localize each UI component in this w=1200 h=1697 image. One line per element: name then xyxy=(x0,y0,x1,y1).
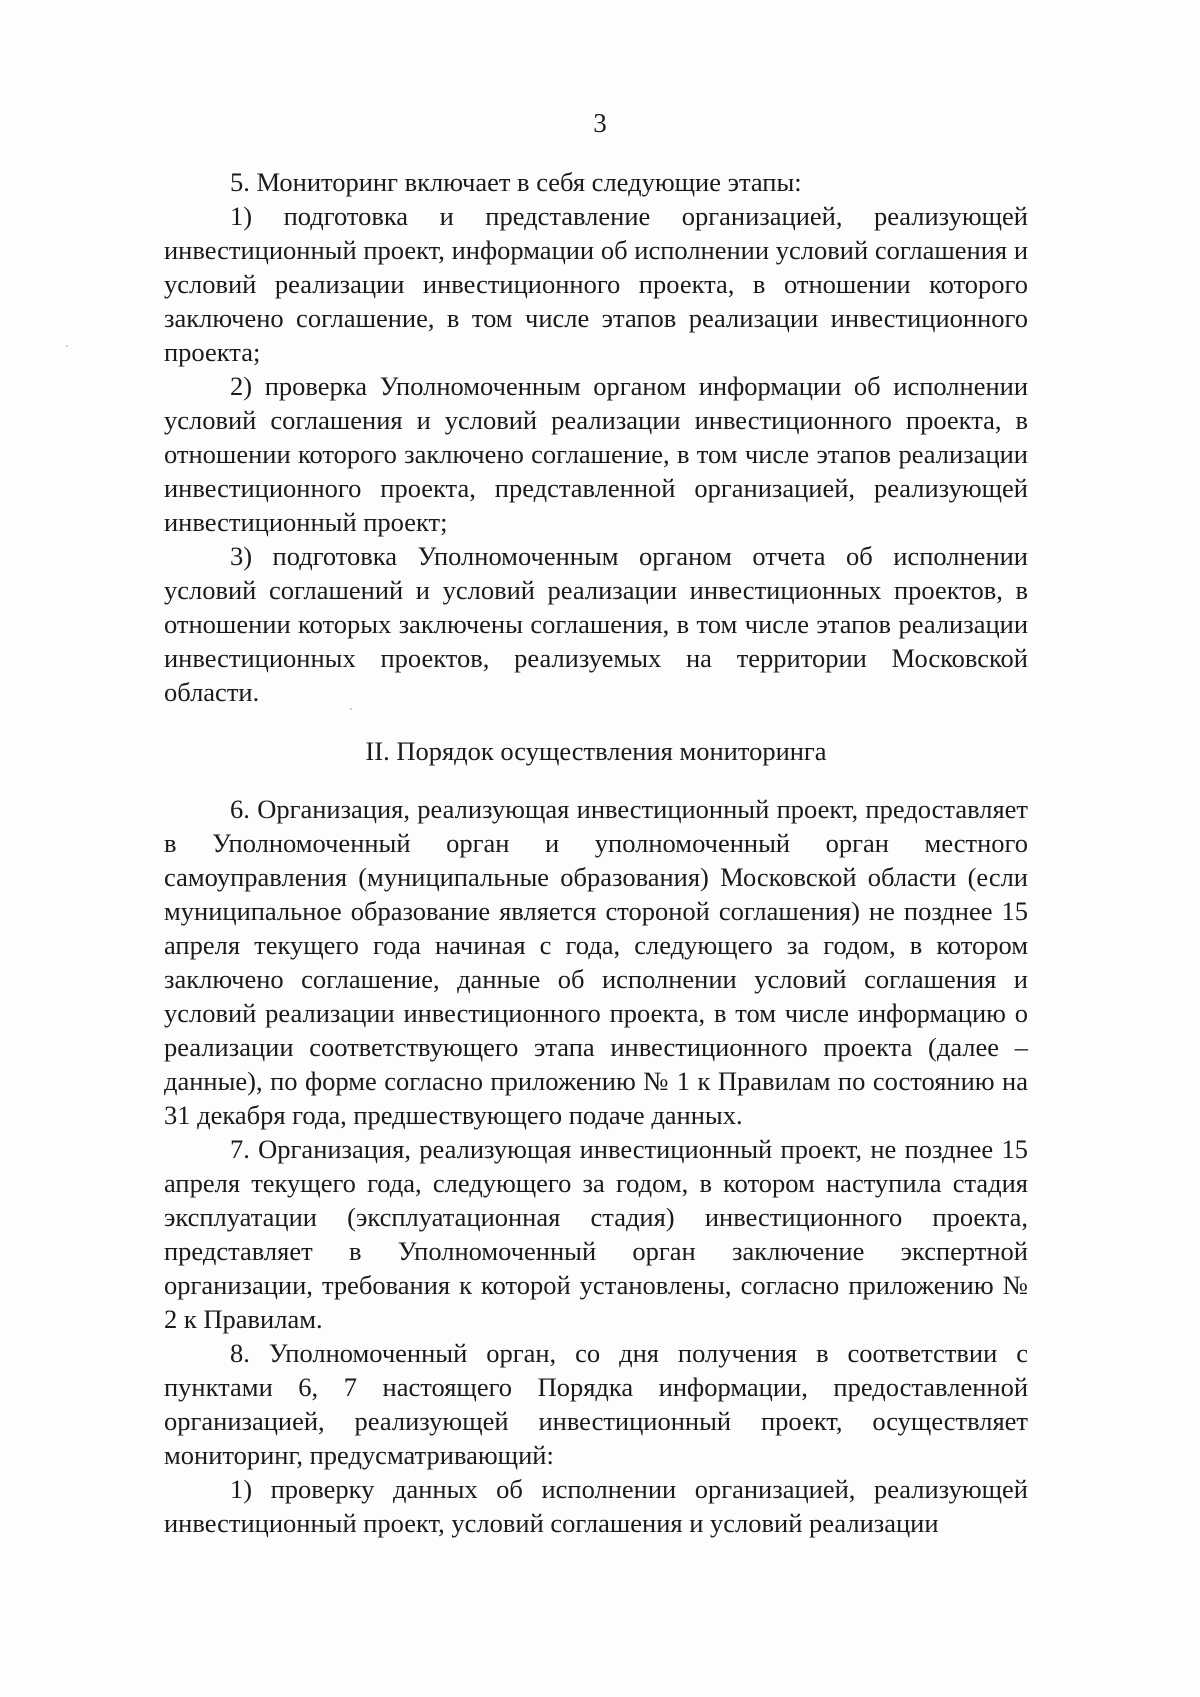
paragraph-5-item-1: 1) подготовка и представление организацией, реализующей инвестиционный проект, информации об исполнении условий соглашения и условий реализации инвестиционного проекта, в отношении которого заключено соглашение, в том числе этапов реализации инвестиционного проекта; xyxy=(164,201,1028,367)
paragraph-5-item-3: 3) подготовка Уполномоченным органом отчета об исполнении условий соглашений и условий реализации инвестиционных проектов, в отношении которых заключены соглашения, в том числе этапов реализации инвестиционных проектов, реализуемых на территории Московской области. xyxy=(164,541,1028,707)
document-body xyxy=(164,165,1028,1540)
paragraph-6: 6. Организация, реализующая инвестиционный проект, предоставляет в Уполномоченный орган и уполномоченный орган местного самоуправления (муниципальные образования) Московской области (если муниципальное образование является стороной соглашения) не позднее 15 апреля текущего года начиная с года, следующего за годом, в котором заключено соглашение, данные об исполнении условий соглашения и условий реализации инвестиционного проекта, в том числе информацию о реализации соответствующего этапа инвестиционного проекта (далее – данные), по форме согласно приложению № 1 к Правилам по состоянию на 31 декабря года, предшествующего подаче данных. xyxy=(164,794,1028,1130)
page-number: 3 xyxy=(593,108,607,138)
paragraph-8-item-1: 1) проверку данных об исполнении организацией, реализующей инвестиционный проект, условий соглашения и условий реализации xyxy=(164,1474,1028,1538)
scan-artifact-mark xyxy=(66,345,68,347)
paragraph-5: 5. Мониторинг включает в себя следующие этапы: xyxy=(230,167,802,197)
paragraph-8: 8. Уполномоченный орган, со дня получения в соответствии с пунктами 6, 7 настоящего Порядка информации, предоставленной организацией, реализующей инвестиционный проект, осуществляет мониторинг, предусматривающий: xyxy=(164,1338,1028,1470)
paragraph-5-item-2: 2) проверка Уполномоченным органом информации об исполнении условий соглашения и условий реализации инвестиционного проекта, в отношении которого заключено соглашение, в том числе этапов реализации инвестиционного проекта, представленной организацией, реализующей инвестиционный проект; xyxy=(164,371,1028,537)
paragraph-7: 7. Организация, реализующая инвестиционный проект, не позднее 15 апреля текущего года, следующего за годом, в котором наступила стадия эксплуатации (эксплуатационная стадия) инвестиционного проекта, представляет в Уполномоченный орган заключение экспертной организации, требования к которой установлены, согласно приложению № 2 к Правилам. xyxy=(164,1134,1028,1334)
section-heading: II. Порядок осуществления мониторинга xyxy=(365,736,827,766)
